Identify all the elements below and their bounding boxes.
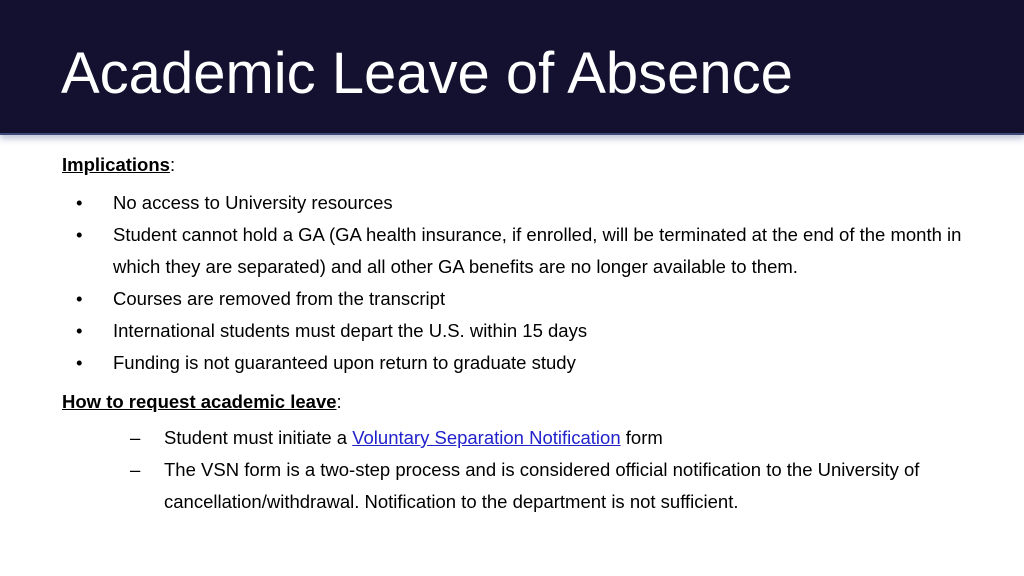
implication-text: International students must depart the U.S. within 15 days: [113, 320, 588, 341]
implications-heading-label: Implications: [62, 154, 170, 175]
bullet-icon: •: [76, 288, 83, 309]
how-to-heading-colon: :: [336, 391, 342, 412]
how-to-heading: [62, 390, 342, 414]
bullet-icon: •: [76, 224, 83, 245]
implications-heading-colon: :: [169, 154, 176, 175]
how-to-suffix: form: [620, 427, 663, 448]
bullet-icon: •: [76, 352, 83, 373]
title-bar: [0, 0, 1024, 135]
dash-icon: –: [130, 427, 141, 448]
implications-heading: [62, 153, 175, 177]
implication-text: Student cannot hold a GA (GA health insurance, if enrolled, will be terminated at the end of the month in which they are separated) and all other GA benefits are no longer available to them.: [113, 224, 962, 277]
implication-text: Courses are removed from the transcript: [113, 288, 446, 309]
implication-text: No access to University resources: [113, 192, 393, 213]
slide-title: Academic Leave of Absence: [61, 41, 793, 106]
bullet-icon: •: [76, 192, 83, 213]
how-to-prefix: Student must initiate a: [164, 427, 353, 448]
vsn-form-link[interactable]: Voluntary Separation Notification: [352, 427, 621, 448]
bullet-icon: •: [76, 320, 83, 341]
how-to-text: [164, 422, 984, 454]
how-to-heading-label: How to request academic leave: [62, 391, 337, 412]
dash-icon: –: [130, 459, 141, 480]
implication-text: Funding is not guaranteed upon return to graduate study: [113, 352, 576, 373]
how-to-text: The VSN form is a two-step process and is considered official notification to the University of cancellation/withdrawal. Notification to the department is not sufficient.: [164, 459, 920, 512]
